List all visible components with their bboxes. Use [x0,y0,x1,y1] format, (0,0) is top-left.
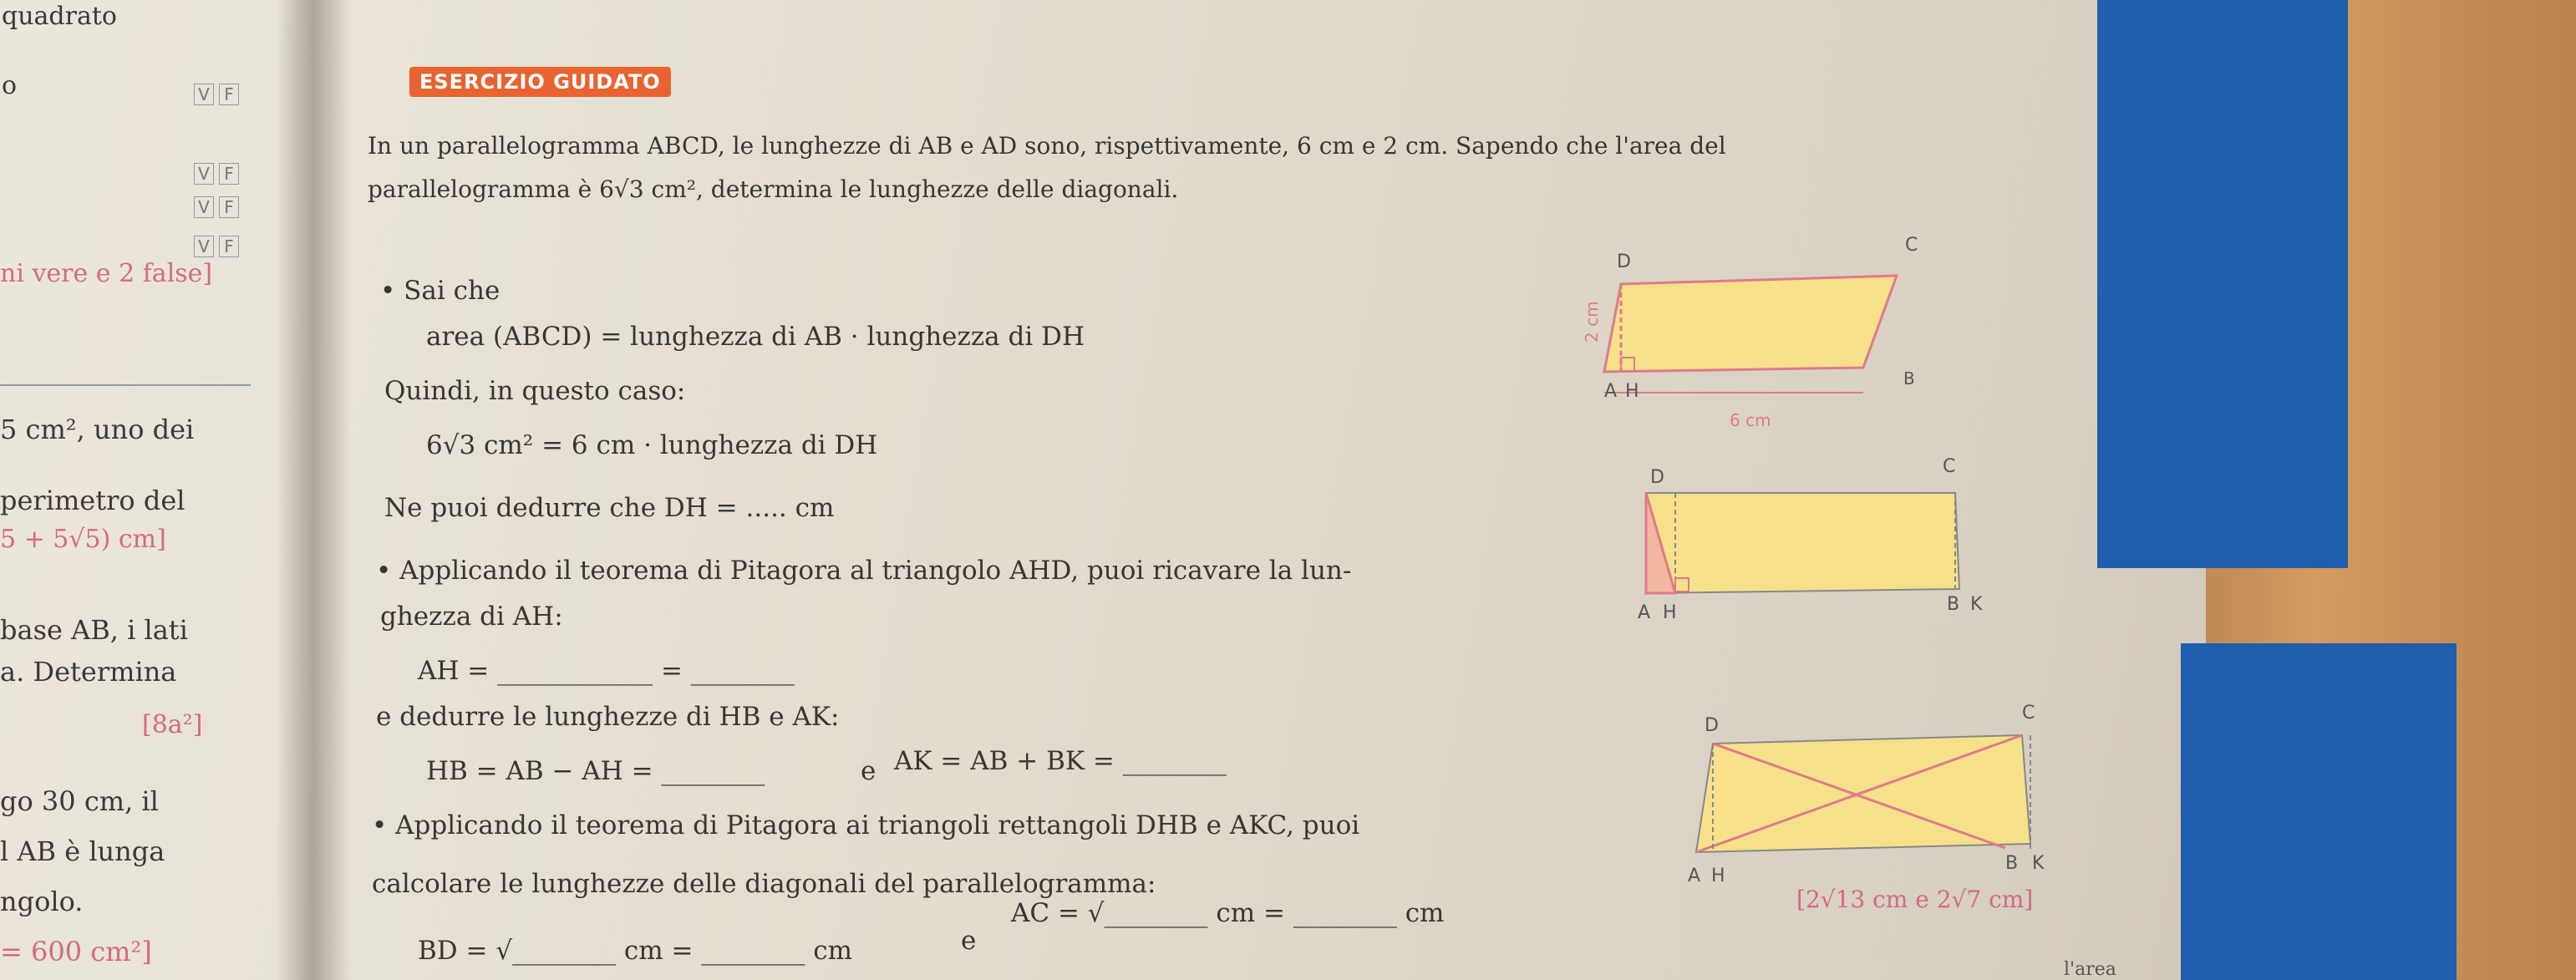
answer-box: [2√13 cm e 2√7 cm] [1796,886,2034,913]
left-text-4: 5 cm², uno dei [0,414,195,445]
left-text-1: quadrato [2,2,117,31]
label-C: C [1943,456,1956,477]
true-false-boxes-1: V F [194,84,244,105]
book-gutter [276,0,351,980]
true-false-boxes-3: V F [194,196,244,218]
exercise-intro-line2: parallelogramma è 6√3 cm², determina le lunghezze delle diagonali. [368,175,1179,203]
left-text-5: perimetro del [0,485,185,516]
left-text-12: ngolo. [0,886,84,917]
quindi-text: Quindi, in questo caso: [384,376,686,406]
left-text-8: a. Determina [0,656,177,688]
label-D: D [1705,715,1719,736]
label-H: H [1711,866,1725,886]
label-B: B [1903,368,1915,388]
label-D: D [1650,467,1664,488]
deduce-hb-ak: e dedurre le lunghezze di HB e AK: [376,702,840,732]
step2-line1: • Applicando il teorema di Pitagora al triangolo AHD, puoi ricavare la lun- [376,556,1352,586]
formula-area-values: 6√3 cm² = 6 cm · lunghezza di DH [426,430,878,460]
divider-line [0,384,251,386]
step3-line2: calcolare le lunghezze delle diagonali del parallelogramma: [372,869,1156,899]
label-K: K [1970,594,1983,615]
left-text-13: = 600 cm²] [0,936,152,967]
blue-margin-band-top [2097,0,2348,568]
left-text-3: ni vere e 2 false] [0,259,213,288]
label-C: C [2022,703,2035,724]
figure-parallelogram-2 [1613,451,1997,635]
label-H: H [1663,602,1677,623]
figure-parallelogram-1 [1571,226,1922,434]
left-text-11: l AB è lunga [0,835,165,867]
label-base: 6 cm [1730,410,1771,430]
figure-parallelogram-3 [1663,693,2064,886]
conjunction-e-2: e [961,926,977,956]
deduce-dh: Ne puoi dedurre che DH = ..... cm [384,493,835,523]
bd-equation: BD = √________ cm = ________ cm [418,936,852,966]
label-H: H [1625,381,1639,402]
ah-equation: AH = ____________ = ________ [418,656,795,686]
left-text-10: go 30 cm, il [0,785,159,817]
left-text-2: o [2,71,18,100]
hb-equation: HB = AB − AH = ________ [426,756,765,786]
exercise-intro-line1: In un parallelogramma ABCD, le lunghezze di AB e AD sono, rispettivamente, 6 cm e 2 cm. Sapendo che l'area del [368,132,1726,160]
true-false-boxes-2: V F [194,163,244,185]
step2-line2: ghezza di AH: [380,602,563,632]
ac-equation: AC = √________ cm = ________ cm [1011,898,1445,928]
parallelogram-shape [1604,276,1897,372]
ak-equation: AK = AB + BK = ________ [894,746,1227,776]
step1-text: • Sai che [380,276,500,306]
left-text-6: 5 + 5√5) cm] [0,525,166,554]
left-text-9: [8a²] [142,710,203,739]
label-D: D [1617,251,1631,272]
label-A: A [1604,381,1618,402]
label-C: C [1905,235,1918,256]
step3-line1: • Applicando il teorema di Pitagora ai triangoli rettangoli DHB e AKC, puoi [372,810,1360,840]
blue-margin-band-bottom [2181,643,2457,980]
true-false-boxes-4: V F [194,236,244,257]
label-K: K [2032,853,2045,874]
formula-area: area (ABCD) = lunghezza di AB · lunghezza di DH [426,322,1085,352]
label-A: A [1638,602,1651,623]
label-B: B [2005,853,2019,874]
label-side: 2 cm [1582,301,1602,343]
label-A: A [1688,866,1701,886]
conjunction-e-1: e [861,756,876,786]
footer-text: l'area [2064,959,2116,980]
exercise-badge: ESERCIZIO GUIDATO [409,67,671,97]
left-text-7: base AB, i lati [0,614,188,646]
parallelogram-shape [1646,493,1959,593]
label-B: B [1947,594,1960,615]
